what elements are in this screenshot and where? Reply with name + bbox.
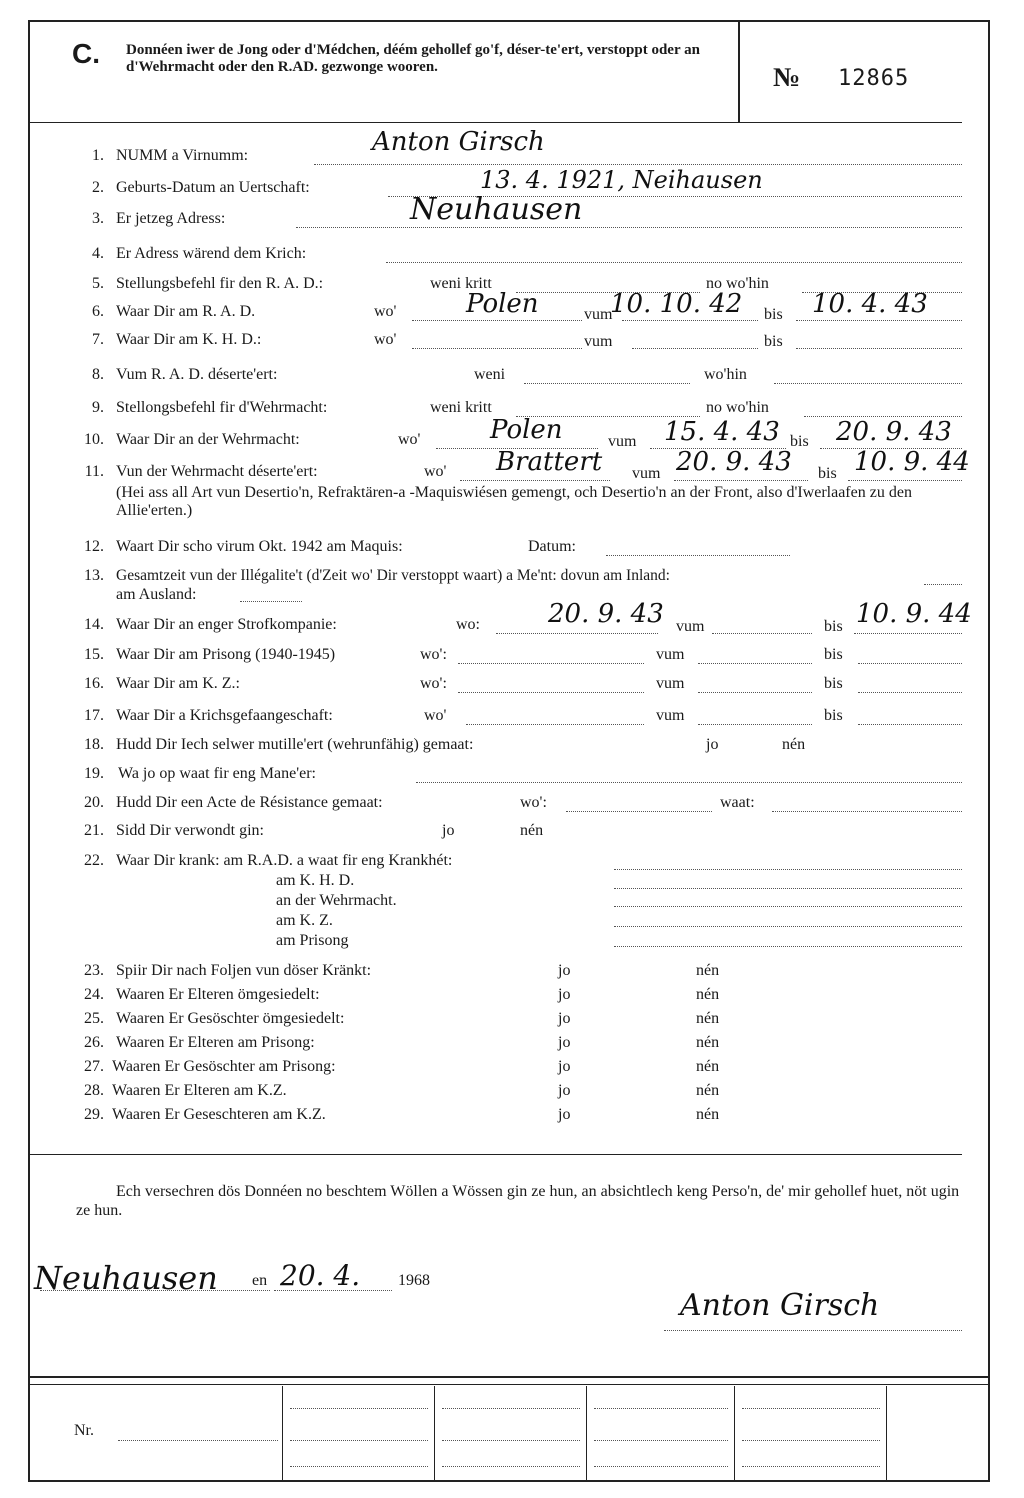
row-10-bis-label: bis xyxy=(790,433,809,450)
row-21-label: Sidd Dir verwondt gin: xyxy=(116,822,264,839)
row-23-jo[interactable]: jo xyxy=(558,962,571,979)
row-18-nen[interactable]: nén xyxy=(782,736,806,753)
row-1-label: NUMM a Virnumm: xyxy=(116,147,249,164)
row-11-label: Vun der Wehrmacht déserte'ert: xyxy=(116,463,318,480)
row-27-jo[interactable]: jo xyxy=(558,1058,571,1075)
row-19-field[interactable] xyxy=(416,782,962,783)
row-21-number: 21. xyxy=(84,822,104,839)
footer-cell-2c[interactable] xyxy=(442,1466,580,1467)
row-29-label: Waaren Er Geseschteren am K.Z. xyxy=(112,1106,326,1123)
row-17-wo-label: wo' xyxy=(424,707,447,724)
row-1-handwriting: Anton Girsch xyxy=(372,127,545,157)
row-6-wo-field[interactable] xyxy=(412,320,582,321)
row-17-wo-field[interactable] xyxy=(466,724,644,725)
signature-name-handwriting: Anton Girsch xyxy=(680,1288,880,1323)
footer-cell-3c[interactable] xyxy=(594,1466,728,1467)
row-17-bis-label: bis xyxy=(824,707,843,724)
row-28-number: 28. xyxy=(84,1082,104,1099)
row-20-wo-field[interactable] xyxy=(566,811,712,812)
row-12-datum-field[interactable] xyxy=(606,555,790,556)
row-20-label: Hudd Dir een Acte de Résistance gemaat: xyxy=(116,794,383,811)
row-5-number: 5. xyxy=(92,275,104,292)
row-22-sub-wehrmacht: an der Wehrmacht. xyxy=(276,892,397,909)
footer-col-divider-5 xyxy=(886,1386,887,1480)
row-16-bis-label: bis xyxy=(824,675,843,692)
footer-cell-4a[interactable] xyxy=(742,1408,880,1409)
row-16-vum-field[interactable] xyxy=(698,692,812,693)
row-14-bis-field[interactable] xyxy=(854,633,962,634)
row-22-sub-khd: am K. H. D. xyxy=(276,872,355,889)
row-6-number: 6. xyxy=(92,303,104,320)
row-17-bis-field[interactable] xyxy=(858,724,962,725)
row-10-hw-bis: 20. 9. 43 xyxy=(836,417,952,447)
signature-date-field[interactable] xyxy=(274,1290,392,1291)
row-10-hw-wo: Polen xyxy=(490,415,563,445)
row-3-number: 3. xyxy=(92,210,104,227)
row-4-field[interactable] xyxy=(386,262,962,263)
row-15-bis-field[interactable] xyxy=(858,663,962,664)
row-7-number: 7. xyxy=(92,331,104,348)
row-14-hw-wo: 20. 9. 43 xyxy=(548,599,664,629)
row-11-number: 11. xyxy=(84,463,104,480)
header-divider xyxy=(738,22,740,122)
row-25-nen[interactable]: nén xyxy=(696,1010,720,1027)
row-18-label: Hudd Dir Iech selwer mutille'ert (wehrunfähig) gemaat: xyxy=(116,736,474,753)
row-8-wohin-field[interactable] xyxy=(774,383,962,384)
row-5-weni-label: weni kritt xyxy=(430,275,492,292)
row-9-label: Stellongsbefehl fir d'Wehrmacht: xyxy=(116,399,328,416)
footer-col-divider-3 xyxy=(586,1386,587,1480)
row-10-number: 10. xyxy=(84,431,104,448)
row-28-nen[interactable]: nén xyxy=(696,1082,720,1099)
row-6-wo-label: wo' xyxy=(374,303,397,320)
row-14-vum-label: vum xyxy=(676,618,705,635)
row-11-bis-field[interactable] xyxy=(848,480,962,481)
footer-nr-field[interactable] xyxy=(118,1440,278,1441)
row-22-prisong-field[interactable] xyxy=(614,946,962,947)
row-23-nen[interactable]: nén xyxy=(696,962,720,979)
row-24-nen[interactable]: nén xyxy=(696,986,720,1003)
number-sign: № xyxy=(773,62,801,92)
row-2-number: 2. xyxy=(92,179,104,196)
row-19-label: Wa jo op waat fir eng Mane'er: xyxy=(118,765,316,782)
row-8-weni-field[interactable] xyxy=(524,383,690,384)
row-27-number: 27. xyxy=(84,1058,104,1075)
row-8-wohin-label: wo'hin xyxy=(704,366,747,383)
row-11-hw-bis: 10. 9. 44 xyxy=(854,447,970,477)
footer-rule-thin xyxy=(30,1384,988,1385)
signature-place-field[interactable] xyxy=(40,1290,270,1291)
row-3-handwriting: Neuhausen xyxy=(410,192,583,227)
row-14-vum-field[interactable] xyxy=(712,633,812,634)
row-10-hw-vum: 15. 4. 43 xyxy=(664,417,780,447)
row-17-label: Waar Dir a Krichsgefaangeschaft: xyxy=(116,707,333,724)
row-28-jo[interactable]: jo xyxy=(558,1082,571,1099)
row-4-label: Er Adress wärend dem Krich: xyxy=(116,245,307,262)
section-letter: C. xyxy=(72,38,100,69)
signature-field[interactable] xyxy=(664,1330,962,1331)
row-11-hw-wo: Brattert xyxy=(496,447,603,477)
row-16-wo-label: wo': xyxy=(420,675,447,692)
row-14-bis-label: bis xyxy=(824,618,843,635)
row-6-vum-field[interactable] xyxy=(622,320,758,321)
row-16-number: 16. xyxy=(84,675,104,692)
row-9-number: 9. xyxy=(92,399,104,416)
row-1-number: 1. xyxy=(92,147,104,164)
footer-cell-1a[interactable] xyxy=(290,1408,428,1409)
row-11-vum-field[interactable] xyxy=(674,480,808,481)
row-15-wo-label: wo': xyxy=(420,646,447,663)
footer-cell-1b[interactable] xyxy=(290,1440,428,1441)
row-10-wo-label: wo' xyxy=(398,431,421,448)
row-26-number: 26. xyxy=(84,1034,104,1051)
row-17-vum-field[interactable] xyxy=(698,724,812,725)
row-7-bis-field[interactable] xyxy=(796,348,962,349)
row-16-vum-label: vum xyxy=(656,675,685,692)
row-6-label: Waar Dir am R. A. D. xyxy=(116,303,256,320)
row-25-number: 25. xyxy=(84,1010,104,1027)
row-22-kz-field[interactable] xyxy=(614,926,962,927)
row-27-nen[interactable]: nén xyxy=(696,1058,720,1075)
row-11-bis-label: bis xyxy=(818,465,837,482)
footer-cell-3a[interactable] xyxy=(594,1408,728,1409)
row-27-label: Waaren Er Gesöschter am Prisong: xyxy=(112,1058,336,1075)
row-26-label: Waaren Er Elteren am Prisong: xyxy=(116,1034,315,1051)
form-number: 12865 xyxy=(838,66,910,91)
declaration-text: Ech versechren dös Donnéen no beschtem Wöllen a Wössen gin ze hun, an absichtlech keng Perso'n, de' mir gehollef huet, nöt ugin ze hun. xyxy=(76,1183,960,1219)
row-7-label: Waar Dir am K. H. D.: xyxy=(116,331,262,348)
row-19-number: 19. xyxy=(84,765,104,782)
row-11-wo-label: wo' xyxy=(424,463,447,480)
row-14-wo-field[interactable] xyxy=(496,633,658,634)
footer-cell-2b[interactable] xyxy=(442,1440,580,1441)
header-rule xyxy=(30,122,962,123)
row-3-label: Er jetzeg Adress: xyxy=(116,210,226,227)
row-18-jo[interactable]: jo xyxy=(706,736,719,753)
row-17-vum-label: vum xyxy=(656,707,685,724)
footer-col-divider-1 xyxy=(282,1386,283,1480)
row-20-waat-label: waat: xyxy=(720,794,755,811)
row-20-number: 20. xyxy=(84,794,104,811)
row-7-vum-label: vum xyxy=(584,333,613,350)
row-15-label: Waar Dir am Prisong (1940-1945) xyxy=(116,646,336,663)
row-1-field[interactable] xyxy=(314,164,962,165)
row-9-weni-label: weni kritt xyxy=(430,399,492,416)
row-9-nowohin-label: no wo'hin xyxy=(706,399,769,416)
row-22-label: Waar Dir krank: am R.A.D. a waat fir eng Krankhét: xyxy=(116,852,453,869)
row-23-number: 23. xyxy=(84,962,104,979)
row-7-vum-field[interactable] xyxy=(632,348,758,349)
row-15-vum-label: vum xyxy=(656,646,685,663)
row-17-number: 17. xyxy=(84,707,104,724)
row-20-waat-field[interactable] xyxy=(772,811,962,812)
row-16-wo-field[interactable] xyxy=(458,692,644,693)
row-23-label: Spiir Dir nach Foljen vun döser Kränkt: xyxy=(116,962,372,979)
row-16-label: Waar Dir am K. Z.: xyxy=(116,675,240,692)
row-5-label: Stellungsbefehl fir den R. A. D.: xyxy=(116,275,324,292)
signature-place-suffix: en xyxy=(252,1272,268,1289)
row-7-wo-label: wo' xyxy=(374,331,397,348)
signature-year: 1968 xyxy=(398,1272,430,1289)
row-6-hw-bis: 10. 4. 43 xyxy=(812,289,928,319)
footer-cell-2a[interactable] xyxy=(442,1408,580,1409)
row-14-hw-bis: 10. 9. 44 xyxy=(856,599,972,629)
row-15-number: 15. xyxy=(84,646,104,663)
row-14-wo-label: wo: xyxy=(456,616,480,633)
row-29-jo[interactable]: jo xyxy=(558,1106,571,1123)
row-2-label: Geburts-Datum an Uertschaft: xyxy=(116,179,310,196)
row-15-wo-field[interactable] xyxy=(458,663,644,664)
row-22-number: 22. xyxy=(84,852,104,869)
row-14-number: 14. xyxy=(84,616,104,633)
row-10-vum-label: vum xyxy=(608,433,637,450)
row-22-khd-field[interactable] xyxy=(614,888,962,889)
row-6-vum-label: vum xyxy=(584,306,613,323)
footer-rule-thick xyxy=(30,1376,988,1378)
row-8-weni-label: weni xyxy=(474,366,506,383)
row-21-nen[interactable]: nén xyxy=(520,822,544,839)
row-24-label: Waaren Er Elteren ömgesiedelt: xyxy=(116,986,320,1003)
row-12-datum-label: Datum: xyxy=(528,538,576,555)
row-11-hw-vum: 20. 9. 43 xyxy=(676,447,792,477)
signature-place-handwriting: Neuhausen xyxy=(34,1259,218,1297)
footer-col-divider-2 xyxy=(434,1386,435,1480)
footer-cell-1c[interactable] xyxy=(290,1466,428,1467)
row-24-jo[interactable]: jo xyxy=(558,986,571,1003)
row-25-jo[interactable]: jo xyxy=(558,1010,571,1027)
row-13-number: 13. xyxy=(84,567,104,584)
row-28-label: Waaren Er Elteren am K.Z. xyxy=(112,1082,287,1099)
row-5-nowohin-label: no wo'hin xyxy=(706,275,769,292)
row-22-wehrmacht-field[interactable] xyxy=(614,906,962,907)
row-21-jo[interactable]: jo xyxy=(442,822,455,839)
footer-cell-4c[interactable] xyxy=(742,1466,880,1467)
row-25-label: Waaren Er Gesöschter ömgesiedelt: xyxy=(116,1010,345,1027)
row-20-wo-label: wo': xyxy=(520,794,547,811)
row-2-handwriting: 13. 4. 1921, Neihausen xyxy=(480,166,763,194)
row-13-ausland-field[interactable] xyxy=(240,601,302,602)
row-13-ausland-label: am Ausland: xyxy=(116,586,197,603)
row-29-nen[interactable]: nén xyxy=(696,1106,720,1123)
row-15-bis-label: bis xyxy=(824,646,843,663)
row-11-note: (Hei ass all Art vun Desertio'n, Refraktären-a -Maquiswiésen gemengt, och Desertio'n an der Front, also d'Iwerlaafen zu den Allie'erten.) xyxy=(116,484,912,519)
footer-cell-4b[interactable] xyxy=(742,1440,880,1441)
row-15-vum-field[interactable] xyxy=(698,663,812,664)
row-12-label: Waart Dir scho virum Okt. 1942 am Maquis: xyxy=(116,538,403,555)
header-text: Donnéen iwer de Jong oder d'Médchen, déém gehollef go'f, déser-te'ert, verstoppt oder an d'Wehrmacht oder den R.AD. gezwonge wooren. xyxy=(126,42,700,75)
row-13-label: Gesamtzeit vun der Illégalite't (d'Zeit wo' Dir verstoppt waart) a Me'nt: dovun am Inland: xyxy=(116,567,670,584)
row-7-wo-field[interactable] xyxy=(412,348,582,349)
declaration-rule xyxy=(30,1154,962,1155)
footer-col-divider-4 xyxy=(734,1386,735,1480)
row-24-number: 24. xyxy=(84,986,104,1003)
row-26-nen[interactable]: nén xyxy=(696,1034,720,1051)
row-26-jo[interactable]: jo xyxy=(558,1034,571,1051)
row-22-sub-prisong: am Prisong xyxy=(276,932,349,949)
row-22-rad-field[interactable] xyxy=(614,869,962,870)
row-18-number: 18. xyxy=(84,736,104,753)
footer-cell-3b[interactable] xyxy=(594,1440,728,1441)
row-29-number: 29. xyxy=(84,1106,104,1123)
row-6-bis-field[interactable] xyxy=(796,320,962,321)
row-22-sub-kz: am K. Z. xyxy=(276,912,333,929)
row-6-bis-label: bis xyxy=(764,306,783,323)
signature-date-handwriting: 20. 4. xyxy=(280,1259,361,1292)
row-8-number: 8. xyxy=(92,366,104,383)
row-11-vum-label: vum xyxy=(632,465,661,482)
row-10-label: Waar Dir an der Wehrmacht: xyxy=(116,431,300,448)
row-6-hw-vum: 10. 10. 42 xyxy=(610,289,743,319)
row-6-hw-wo: Polen xyxy=(466,289,539,319)
row-14-label: Waar Dir an enger Strofkompanie: xyxy=(116,616,337,633)
row-13-inland-field[interactable] xyxy=(924,584,962,585)
row-8-label: Vum R. A. D. déserte'ert: xyxy=(116,366,278,383)
row-12-number: 12. xyxy=(84,538,104,555)
row-16-bis-field[interactable] xyxy=(858,692,962,693)
row-3-field[interactable] xyxy=(296,227,962,228)
row-4-number: 4. xyxy=(92,245,104,262)
row-7-bis-label: bis xyxy=(764,333,783,350)
row-11-wo-field[interactable] xyxy=(460,480,610,481)
footer-nr-label: Nr. xyxy=(74,1422,94,1439)
